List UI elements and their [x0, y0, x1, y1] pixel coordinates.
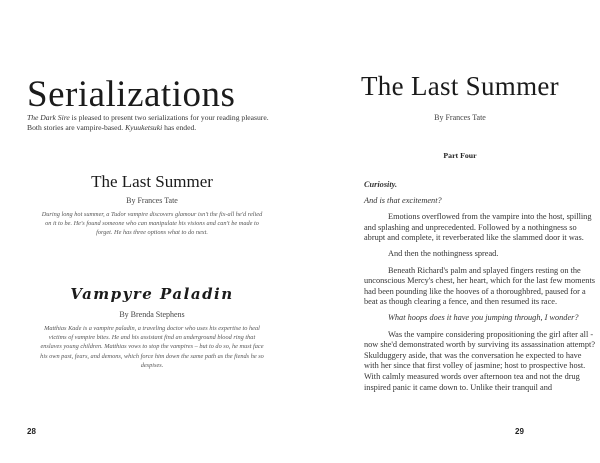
magazine-name: The Dark Sire: [27, 113, 70, 122]
story1-title: The Last Summer: [91, 172, 213, 191]
page-number-left: 28: [27, 427, 36, 436]
body-paragraph: And is that excitement?: [364, 196, 442, 206]
part-heading: Part Four: [443, 151, 477, 160]
story-body: [364, 180, 597, 399]
story2-title: Vampyre Paladin: [70, 285, 234, 303]
page-heading: Serializations: [27, 74, 236, 115]
body-paragraph: Was the vampire considering propositioning the girl after all - now she'd demonstrated worth by surviving its assassination attempt? Skulduggery aside, that was the conversation he expected to have with her since that first volley of jasmine; host to prospective host. With calmly measured words over afternoon tea and not the drug inspired panic it came down to. Unlike their tranquil and: [364, 329, 596, 392]
body-paragraph: Beneath Richard's palm and splayed fingers resting on the unconscious Mercy's chest, her heart, which for the last few moments had been pounding like the hooves of a thoroughbred, paused for a beat as though clearing a fence, and then resumed its race.: [364, 265, 595, 307]
body-paragraph: What hoops does it have you jumping through, I wonder?: [388, 313, 579, 323]
right-page: [300, 0, 600, 463]
intro-text-2: has ended.: [162, 123, 197, 132]
chapter-title: The Last Summer: [361, 71, 559, 101]
intro-text-1: is pleased to present two serializations for your reading pleasure. Both stories are vampire-based.: [27, 113, 269, 132]
body-paragraph: And then the nothingness spread.: [388, 249, 499, 259]
story1-synopsis: During long hot summer, a Tudor vampire discovers glamour isn't the fix-all he'd relied on it to be. He's found someone who can manipulate his visions and can't be made to forget. He has three options what to do next.: [41, 211, 263, 237]
story2-byline: By Brenda Stephens: [119, 310, 185, 319]
intro-paragraph: [27, 113, 277, 133]
body-paragraph: Curiosity.: [364, 180, 398, 189]
ended-story-title: Kyuuketsuki: [125, 123, 163, 132]
story2-synopsis: Matthias Kade is a vampire paladin, a traveling doctor who uses his expertise to heal victims of vampire bites. He and his assistant find an underground blood ring that enslaves young children. Matthias vows to stop the vampires – but to do so, he must face his own past, fears, and demons, which force him down the same path as the fiends he so despises.: [40, 325, 264, 369]
body-paragraph: Emotions overflowed from the vampire into the host, spilling and splashing and unprecedented. Followed by a nothingness so abrupt and complete, it reverberated like the slammed door it was.: [364, 212, 592, 243]
chapter-byline: By Frances Tate: [434, 113, 486, 122]
page-number-right: 29: [515, 427, 524, 436]
story1-byline: By Frances Tate: [126, 196, 178, 205]
